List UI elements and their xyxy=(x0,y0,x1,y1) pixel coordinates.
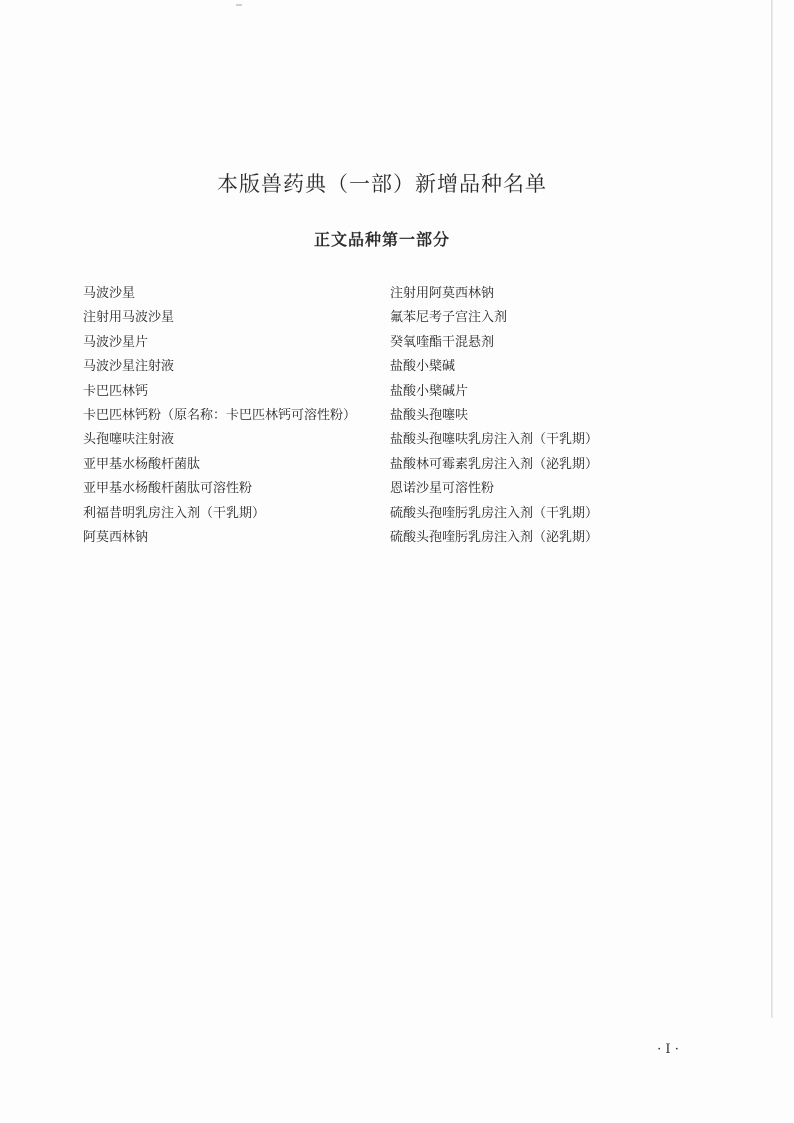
list-item: 盐酸林可霉素乳房注入剂（泌乳期） xyxy=(390,456,599,472)
list-item: 盐酸小檗碱片 xyxy=(390,383,469,399)
page-title: 本版兽药典（一部）新增品种名单 xyxy=(217,172,547,196)
list-item: 硫酸头孢喹肟乳房注入剂（干乳期） xyxy=(390,505,599,521)
list-item: 盐酸头孢噻呋 xyxy=(390,407,469,423)
section-subtitle: 正文品种第一部分 xyxy=(313,230,450,249)
list-item: 马波沙星注射液 xyxy=(83,359,175,375)
list-item: 注射用马波沙星 xyxy=(83,310,175,326)
page-number: · I · xyxy=(657,1042,679,1057)
list-item: 头孢噻呋注射液 xyxy=(83,432,175,448)
list-item: 癸氧喹酯干混悬剂 xyxy=(390,334,495,350)
list-item: 阿莫西林钠 xyxy=(83,529,149,545)
list-item: 盐酸小檗碱 xyxy=(390,359,456,375)
list-item: 亚甲基水杨酸杆菌肽 xyxy=(83,456,201,472)
list-item: 盐酸头孢噻呋乳房注入剂（干乳期） xyxy=(390,432,599,448)
list-item: 马波沙星片 xyxy=(83,334,149,350)
list-item: 注射用阿莫西林钠 xyxy=(390,286,495,301)
list-item: 马波沙星 xyxy=(83,286,136,301)
page-edge-shadow xyxy=(771,0,773,1018)
left-column-list xyxy=(83,282,383,550)
scan-mark xyxy=(236,4,242,6)
list-item: 硫酸头孢喹肟乳房注入剂（泌乳期） xyxy=(390,529,599,545)
list-item: 卡巴匹林钙 xyxy=(83,383,149,399)
list-item: 卡巴匹林钙粉（原名称：卡巴匹林钙可溶性粉） xyxy=(83,407,357,423)
right-column-list xyxy=(390,282,670,550)
list-item: 恩诺沙星可溶性粉 xyxy=(390,481,495,497)
list-item: 氟苯尼考子宫注入剂 xyxy=(390,310,508,326)
list-item: 利福昔明乳房注入剂（干乳期） xyxy=(83,505,266,521)
list-item: 亚甲基水杨酸杆菌肽可溶性粉 xyxy=(83,481,253,497)
